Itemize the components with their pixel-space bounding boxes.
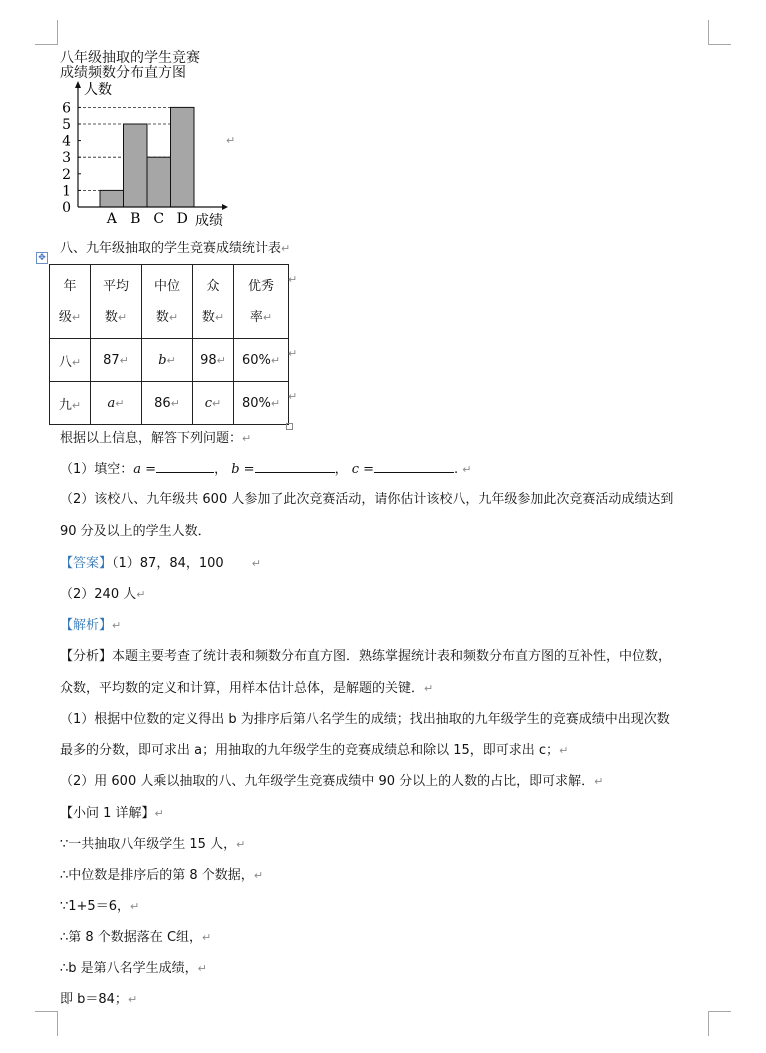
table-cell: 80%↵ — [234, 382, 289, 425]
answer-2: （2）240 人↵ — [60, 587, 146, 602]
table-move-handle-icon[interactable]: ✥ — [36, 252, 48, 264]
table-header-cell: 众 数↵ — [193, 265, 234, 339]
step-2: （2）用 600 人乘以抽取的八、九年级学生竞赛成绩中 90 分以上的人数的占比，即可求解．↵ — [60, 774, 604, 789]
table-cell: 98↵ — [193, 339, 234, 382]
answer-blank-b — [255, 460, 335, 473]
table-cell: a↵ — [91, 382, 142, 425]
table-header-cell: 平均 数↵ — [91, 265, 142, 339]
page-corner-mark — [708, 1011, 731, 1036]
chart-y-tick-label: 0 — [62, 200, 71, 216]
row-end-mark: ↵ — [288, 273, 298, 286]
chart-x-axis-label: 成绩 — [195, 213, 223, 229]
table-cell: 87↵ — [91, 339, 142, 382]
table-cell: 86↵ — [142, 382, 193, 425]
chart-y-tick-label: 2 — [62, 166, 71, 183]
answer-tag: 【答案】 — [60, 556, 113, 571]
table-row — [50, 339, 289, 382]
table-cell: 九↵ — [50, 382, 91, 425]
question-2-line-1: （2）该校八、九年级共 600 人参加了此次竞赛活动，请你估计该校八，九年级参加此次竞赛活动成绩达到 — [60, 492, 674, 507]
answer-1: 【答案】（1）87，84，100 ↵ — [60, 556, 261, 571]
table-cell: c↵ — [193, 382, 234, 425]
question-2-line-2: 90 分及以上的学生人数． — [60, 524, 211, 539]
chart-y-axis-label: 人数 — [84, 82, 112, 98]
table-caption: 八、九年级抽取的学生竞赛成绩统计表↵ — [60, 241, 291, 256]
page-corner-mark — [35, 1011, 58, 1036]
table-header-cell: 中位 数↵ — [142, 265, 193, 339]
table-header-cell: 优秀 率↵ — [234, 265, 289, 339]
derivation-line: ∴b 是第八名学生成绩，↵ — [60, 961, 207, 976]
chart-y-tick-label: 1 — [62, 183, 71, 200]
row-end-mark: ↵ — [288, 390, 298, 403]
derivation-line: ∴第 8 个数据落在 C组，↵ — [60, 930, 212, 945]
table-cell: 60%↵ — [234, 339, 289, 382]
derivation-line: 即 b＝84；↵ — [60, 992, 138, 1007]
derivation-line: ∵一共抽取八年级学生 15 人，↵ — [60, 837, 246, 852]
table-cell: 八↵ — [50, 339, 91, 382]
table-resize-handle[interactable] — [286, 423, 293, 430]
derivation-line: ∵1+5＝6，↵ — [60, 899, 140, 914]
page-corner-mark — [708, 20, 731, 45]
page-corner-mark — [35, 20, 58, 45]
chart-x-axis-arrow — [222, 204, 228, 210]
statistics-table — [49, 264, 289, 425]
fenxi-line-1: 【分析】本题主要考查了统计表和频数分布直方图．熟练掌握统计表和频数分布直方图的互补性，中位数， — [60, 649, 672, 664]
paragraph-mark: ↵ — [226, 134, 236, 147]
fenxi-line-2: 众数，平均数的定义和计算，用样本估计总体，是解题的关键．↵ — [60, 681, 434, 696]
chart-bar — [171, 107, 195, 207]
table-header-row — [50, 265, 289, 339]
row-end-mark: ↵ — [288, 347, 298, 360]
derivation-line: ∴中位数是排序后的第 8 个数据，↵ — [60, 868, 264, 883]
chart-x-tick-label: B — [130, 211, 141, 227]
chart-bar — [100, 190, 124, 207]
chart-x-tick-label: D — [176, 211, 188, 227]
table-header-cell: 年 级↵ — [50, 265, 91, 339]
chart-y-tick-label: 3 — [62, 150, 71, 167]
chart-bar — [124, 124, 148, 207]
answer-blank-c — [374, 460, 454, 473]
chart-title-line-1: 八年级抽取的学生竞赛 — [60, 50, 200, 66]
question-1: （1）填空：a = ， b = ， c = . ↵ — [60, 462, 472, 477]
chart-x-tick-label: C — [153, 211, 165, 227]
answer-blank-a — [156, 460, 214, 473]
chart-bar — [147, 157, 171, 207]
table-cell: b↵ — [142, 339, 193, 382]
analysis-heading: 【解析】↵ — [60, 618, 122, 633]
intro-text: 根据以上信息，解答下列问题：↵ — [60, 431, 252, 446]
sub-question-heading: 【小问 1 详解】↵ — [60, 806, 164, 821]
chart-y-tick-label: 5 — [62, 117, 71, 133]
step-1-line-1: （1）根据中位数的定义得出 b 为排序后第八名学生的成绩；找出抽取的九年级学生的竞赛成绩中出现次数 — [60, 712, 670, 727]
chart-y-tick-label: 6 — [62, 100, 71, 117]
chart-y-axis-arrow — [75, 81, 81, 88]
histogram-chart — [50, 78, 250, 238]
chart-title-line-2: 成绩频数分布直方图 — [60, 65, 186, 81]
table-row — [50, 382, 289, 425]
step-1-line-2: 最多的分数，即可求出 a；用抽取的九年级学生的竞赛成绩总和除以 15，即可求出 c；↵ — [60, 743, 569, 758]
chart-y-tick-label: 4 — [62, 133, 71, 150]
chart-x-tick-label: A — [106, 211, 117, 227]
